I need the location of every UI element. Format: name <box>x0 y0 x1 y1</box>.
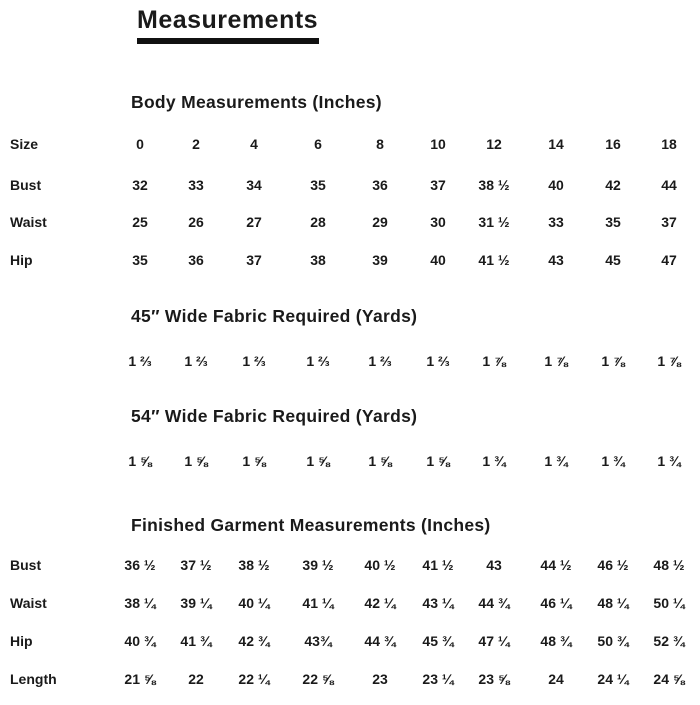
table-cell: 27 <box>246 214 262 230</box>
table-cell: 44 ¾ <box>478 595 510 611</box>
table-cell: 40 ½ <box>364 557 396 573</box>
table-cell: 40 ¾ <box>124 633 156 649</box>
table-cell: 37 <box>661 214 677 230</box>
title-underline <box>137 38 319 44</box>
table-cell: 22 <box>188 671 204 687</box>
fabric-54-row <box>0 453 700 477</box>
table-cell: 6 <box>314 136 322 152</box>
table-cell: 1 ⅔ <box>306 353 330 369</box>
table-cell: 1 ⅝ <box>128 453 152 469</box>
finished-row-hip <box>0 633 700 657</box>
table-cell: 43 ¼ <box>422 595 454 611</box>
table-cell: 1 ⅝ <box>306 453 330 469</box>
table-cell: 38 ½ <box>238 557 270 573</box>
table-cell: 1 ⅔ <box>184 353 208 369</box>
table-cell: 37 <box>246 252 262 268</box>
table-cell: 1 ⅔ <box>242 353 266 369</box>
table-cell: 18 <box>661 136 677 152</box>
table-cell: 38 ½ <box>478 177 510 193</box>
table-cell: 1 ⅔ <box>368 353 392 369</box>
table-cell: 28 <box>310 214 326 230</box>
table-cell: 38 ¼ <box>124 595 156 611</box>
fabric-45-heading: 45″ Wide Fabric Required (Yards) <box>131 306 418 326</box>
table-cell: 16 <box>605 136 621 152</box>
table-cell: 31 ½ <box>478 214 510 230</box>
table-cell: 1 ¾ <box>482 453 506 469</box>
table-cell: 41 ¼ <box>302 595 334 611</box>
table-cell: 1 ⅝ <box>242 453 266 469</box>
row-label: Waist <box>10 214 47 230</box>
table-cell: 36 <box>188 252 204 268</box>
table-cell: 1 ⅝ <box>184 453 208 469</box>
table-cell: 23 ⅝ <box>478 671 510 687</box>
table-cell: 35 <box>605 214 621 230</box>
table-cell: 40 ¼ <box>238 595 270 611</box>
table-cell: 1 ¾ <box>657 453 681 469</box>
row-label: Hip <box>10 633 33 649</box>
table-cell: 1 ⅞ <box>544 353 568 369</box>
table-cell: 47 <box>661 252 677 268</box>
table-cell: 29 <box>372 214 388 230</box>
finished-garment-heading: Finished Garment Measurements (Inches) <box>131 515 491 535</box>
fabric-54-heading: 54″ Wide Fabric Required (Yards) <box>131 406 418 426</box>
table-cell: 41 ¾ <box>180 633 212 649</box>
table-cell: 1 ¾ <box>544 453 568 469</box>
row-label: Waist <box>10 595 47 611</box>
page-title: Measurements <box>137 6 319 34</box>
row-label: Bust <box>10 177 42 193</box>
table-cell: 42 ¼ <box>364 595 396 611</box>
table-cell: 1 ⅝ <box>368 453 392 469</box>
table-cell: 43 <box>548 252 564 268</box>
table-cell: 1 ¾ <box>601 453 625 469</box>
table-cell: 50 ¼ <box>653 595 685 611</box>
table-cell: 12 <box>486 136 502 152</box>
table-cell: 1 ⅞ <box>657 353 681 369</box>
table-cell: 45 <box>605 252 621 268</box>
table-cell: 43¾ <box>304 633 332 649</box>
table-cell: 38 <box>310 252 326 268</box>
table-cell: 40 <box>430 252 446 268</box>
table-cell: 26 <box>188 214 204 230</box>
table-cell: 50 ¾ <box>597 633 629 649</box>
table-cell: 22 ⅝ <box>302 671 334 687</box>
table-cell: 33 <box>188 177 204 193</box>
table-cell: 47 ¼ <box>478 633 510 649</box>
row-label: Hip <box>10 252 33 268</box>
body-measurements-heading: Body Measurements (Inches) <box>131 92 382 112</box>
table-cell: 46 ½ <box>597 557 629 573</box>
table-cell: 1 ⅞ <box>601 353 625 369</box>
table-cell: 1 ⅝ <box>426 453 450 469</box>
finished-row-length <box>0 671 700 695</box>
row-label: Length <box>10 671 57 687</box>
table-cell: 33 <box>548 214 564 230</box>
table-cell: 30 <box>430 214 446 230</box>
table-cell: 24 ¼ <box>597 671 629 687</box>
table-cell: 42 <box>605 177 621 193</box>
table-cell: 52 ¾ <box>653 633 685 649</box>
table-cell: 44 ¾ <box>364 633 396 649</box>
table-cell: 14 <box>548 136 564 152</box>
table-cell: 36 ½ <box>124 557 156 573</box>
table-cell: 1 ⅔ <box>426 353 450 369</box>
table-cell: 0 <box>136 136 144 152</box>
table-cell: 1 ⅔ <box>128 353 152 369</box>
body-row-size <box>0 136 700 160</box>
table-cell: 40 <box>548 177 564 193</box>
table-cell: 48 ¼ <box>597 595 629 611</box>
table-cell: 46 ¼ <box>540 595 572 611</box>
table-cell: 22 ¼ <box>238 671 270 687</box>
table-cell: 32 <box>132 177 148 193</box>
table-cell: 1 ⅞ <box>482 353 506 369</box>
table-cell: 41 ½ <box>478 252 510 268</box>
table-cell: 43 <box>486 557 502 573</box>
fabric-45-row <box>0 353 700 377</box>
table-cell: 36 <box>372 177 388 193</box>
row-label: Size <box>10 136 39 152</box>
table-cell: 41 ½ <box>422 557 454 573</box>
table-cell: 39 ½ <box>302 557 334 573</box>
table-cell: 8 <box>376 136 384 152</box>
table-cell: 42 ¾ <box>238 633 270 649</box>
row-label: Bust <box>10 557 42 573</box>
table-cell: 10 <box>430 136 446 152</box>
table-cell: 2 <box>192 136 200 152</box>
body-row-bust <box>0 177 700 201</box>
table-cell: 23 <box>372 671 388 687</box>
table-cell: 37 ½ <box>180 557 212 573</box>
table-cell: 45 ¾ <box>422 633 454 649</box>
table-cell: 35 <box>310 177 326 193</box>
table-cell: 24 <box>548 671 564 687</box>
table-cell: 34 <box>246 177 262 193</box>
body-row-hip <box>0 252 700 276</box>
table-cell: 21 ⅝ <box>124 671 156 687</box>
table-cell: 25 <box>132 214 148 230</box>
table-cell: 23 ¼ <box>422 671 454 687</box>
table-cell: 44 <box>661 177 677 193</box>
table-cell: 4 <box>250 136 258 152</box>
table-cell: 39 <box>372 252 388 268</box>
table-cell: 39 ¼ <box>180 595 212 611</box>
finished-row-bust <box>0 557 700 581</box>
table-cell: 44 ½ <box>540 557 572 573</box>
table-cell: 48 ¾ <box>540 633 572 649</box>
table-cell: 24 ⅝ <box>653 671 685 687</box>
table-cell: 37 <box>430 177 446 193</box>
table-cell: 35 <box>132 252 148 268</box>
body-row-waist <box>0 214 700 238</box>
finished-row-waist <box>0 595 700 619</box>
table-cell: 48 ½ <box>653 557 685 573</box>
